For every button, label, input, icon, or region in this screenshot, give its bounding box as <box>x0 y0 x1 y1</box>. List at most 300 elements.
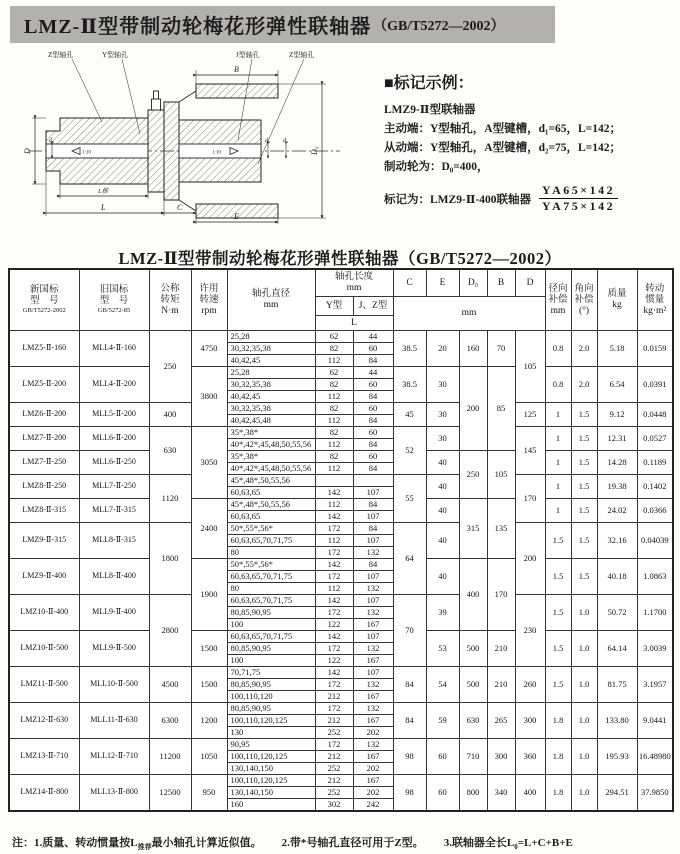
cell-rpm: 4750 <box>191 331 227 367</box>
cell-angular-compensation: 1.0 <box>571 595 597 631</box>
cell-radial-compensation: 1.5 <box>545 595 571 631</box>
cell-bore-diameter: 80,85,90,95 <box>227 607 315 619</box>
cell-mass: 24.02 <box>597 499 637 523</box>
cell-radial-compensation: 1.5 <box>545 631 571 667</box>
page-title: LMZ-Ⅱ型带制动轮梅花形弹性联轴器 <box>24 16 372 38</box>
col-header-l: L <box>315 316 393 331</box>
cell-bore-diameter: 60,63,65,70,71,75 <box>227 595 315 607</box>
cell-bore-diameter: 80 <box>227 547 315 559</box>
cell-bore-diameter: 40,42,45 <box>227 355 315 367</box>
cell-e: 40 <box>426 475 459 499</box>
cell-torque: 250 <box>149 331 191 403</box>
brake-drum-top <box>196 84 278 98</box>
cell-bore-diameter: 130,140,150 <box>227 763 315 775</box>
cell-model-old: MLL9-Ⅱ-400 <box>79 595 149 631</box>
cell-bore-diameter: 130,140,150 <box>227 787 315 799</box>
designation-fraction <box>539 183 618 214</box>
cell-length-jz: 132 <box>353 643 393 655</box>
cell-mass: 19.38 <box>597 475 637 499</box>
cell-inertia: 0.0448 <box>637 403 673 427</box>
cell-model-new: LMZ13-Ⅱ-710 <box>9 739 79 775</box>
cell-bore-diameter: 60,63,65 <box>227 511 315 523</box>
dim-d: D <box>23 148 32 154</box>
cell-rpm: 1050 <box>191 739 227 775</box>
cell-angular-compensation: 1.0 <box>571 667 597 703</box>
cell-angular-compensation: 1.0 <box>571 775 597 812</box>
table-row <box>9 775 673 787</box>
cell-length-y: 252 <box>315 763 353 775</box>
cell-length-jz: 107 <box>353 571 393 583</box>
cell-model-old: MLL7-Ⅱ-250 <box>79 475 149 499</box>
cell-length-jz: 202 <box>353 727 393 739</box>
cell-bore-diameter: 50*,55*,56* <box>227 523 315 535</box>
col-header-bore-length: 轴孔长度 mm <box>315 269 393 297</box>
cell-e: 40 <box>426 523 459 559</box>
cell-inertia: 37.9850 <box>637 775 673 812</box>
cell-length-y: 112 <box>315 391 353 403</box>
cell-torque: 4500 <box>149 667 191 703</box>
cell-b: 85 <box>487 367 515 451</box>
cell-length-jz: 167 <box>353 655 393 667</box>
cell-length-y: 172 <box>315 643 353 655</box>
cell-torque: 630 <box>149 427 191 475</box>
technical-drawing <box>6 46 352 242</box>
cell-c: 52 <box>393 427 426 475</box>
cell-length-y: 142 <box>315 487 353 499</box>
cell-bore-diameter: 25,28 <box>227 331 315 343</box>
cell-length-y: 112 <box>315 415 353 427</box>
cell-mass: 50.72 <box>597 595 637 631</box>
cell-length-y: 122 <box>315 655 353 667</box>
cell-d0: 710 <box>459 739 487 775</box>
fraction-numerator: YA65×142 <box>539 183 618 199</box>
cell-mass: 40.18 <box>597 559 637 595</box>
cell-d0: 500 <box>459 667 487 703</box>
cell-d0: 160 <box>459 331 487 367</box>
cell-model-old: MLL8-Ⅱ-400 <box>79 559 149 595</box>
cell-length-jz: 60 <box>353 343 393 355</box>
cell-mass: 64.14 <box>597 631 637 667</box>
cell-angular-compensation: 1.5 <box>571 403 597 427</box>
cell-inertia: 0.0391 <box>637 367 673 403</box>
cell-rpm: 1500 <box>191 667 227 703</box>
cell-c: 64 <box>393 523 426 595</box>
cell-length-jz: 84 <box>353 415 393 427</box>
cell-length-jz: 132 <box>353 679 393 691</box>
table-row <box>9 403 673 415</box>
label-j-bore-right: J型轴孔 <box>236 51 260 59</box>
cell-e: 40 <box>426 559 459 595</box>
cell-mass: 6.54 <box>597 367 637 403</box>
cell-length-y: 172 <box>315 679 353 691</box>
cell-radial-compensation: 1.8 <box>545 775 571 812</box>
dim-c: C <box>177 203 183 212</box>
cell-length-y: 112 <box>315 499 353 511</box>
cell-mass: 32.16 <box>597 523 637 559</box>
cell-bore-diameter: 80,85,90,95 <box>227 679 315 691</box>
cell-model-old: MLL10-Ⅱ-500 <box>79 667 149 703</box>
cell-radial-compensation: 1.5 <box>545 523 571 559</box>
cell-radial-compensation: 1 <box>545 451 571 475</box>
cell-bore-diameter: 40,42,45,48 <box>227 415 315 427</box>
cell-length-y: 252 <box>315 787 353 799</box>
cell-length-jz: 132 <box>353 607 393 619</box>
cell-angular-compensation: 2.0 <box>571 367 597 403</box>
table-row <box>9 475 673 487</box>
cell-b: 265 <box>487 703 515 739</box>
cell-length-jz: 107 <box>353 535 393 547</box>
cell-e: 40 <box>426 451 459 475</box>
cell-length-jz: 44 <box>353 331 393 343</box>
cell-length-jz: 44 <box>353 367 393 379</box>
cell-d0: 800 <box>459 775 487 812</box>
cell-length-jz: 60 <box>353 379 393 391</box>
cell-bore-diameter: 160 <box>227 799 315 812</box>
cell-e: 39 <box>426 595 459 631</box>
dim-d1-left: d₁ <box>49 138 55 144</box>
cell-b: 170 <box>487 559 515 631</box>
col-header-angular-compensation: 角向 补偿 (°) <box>571 269 597 331</box>
col-header-bore-diameter: 轴孔直径 mm <box>227 269 315 331</box>
cell-d0: 500 <box>459 631 487 667</box>
cell-bore-diameter: 80 <box>227 583 315 595</box>
cell-bore-diameter: 80,85,90,95 <box>227 703 315 715</box>
cell-model-old: MLL5-Ⅱ-200 <box>79 403 149 427</box>
cell-length-y: 172 <box>315 547 353 559</box>
cell-d0: 250 <box>459 451 487 499</box>
cell-model-new: LMZ10-Ⅱ-500 <box>9 631 79 667</box>
cell-c: 38.5 <box>393 331 426 367</box>
col-header-jz-type: J、Z型 <box>353 297 393 316</box>
cell-length-y: 112 <box>315 583 353 595</box>
cell-e: 59 <box>426 703 459 739</box>
cell-c: 45 <box>393 403 426 427</box>
cell-length-y: 172 <box>315 571 353 583</box>
cell-angular-compensation: 1.0 <box>571 739 597 775</box>
cell-torque: 400 <box>149 403 191 427</box>
cell-bore-diameter: 35*,38* <box>227 451 315 463</box>
cell-mass: 12.31 <box>597 427 637 451</box>
cell-length-y: 142 <box>315 631 353 643</box>
cell-model-old: MLL9-Ⅱ-500 <box>79 631 149 667</box>
cell-length-jz: 202 <box>353 763 393 775</box>
cell-length-jz: 84 <box>353 439 393 451</box>
table-row <box>9 559 673 571</box>
cell-b: 300 <box>487 739 515 775</box>
cell-angular-compensation: 1.5 <box>571 523 597 559</box>
cell-length-jz: 107 <box>353 595 393 607</box>
table-row <box>9 595 673 607</box>
designation-prefix: 标记为：LMZ9-Ⅱ-400联轴器 <box>384 193 532 206</box>
cell-model-new: LMZ5-Ⅱ-200 <box>9 367 79 403</box>
cell-length-y: 172 <box>315 739 353 751</box>
cell-angular-compensation: 1.5 <box>571 499 597 523</box>
note-2: 2.带*号轴孔直径可用于Z型。 <box>281 837 424 849</box>
label-z-bore-left: Z型轴孔 <box>48 51 74 59</box>
table-row <box>9 331 673 343</box>
cell-length-y: 212 <box>315 715 353 727</box>
cell-model-new: LMZ14-Ⅱ-800 <box>9 775 79 812</box>
cell-mass: 14.28 <box>597 451 637 475</box>
cell-length-jz: 242 <box>353 799 393 812</box>
cell-inertia: 0.0366 <box>637 499 673 523</box>
cell-b: 135 <box>487 499 515 559</box>
cell-bore-diameter: 80,85,90,95 <box>227 643 315 655</box>
col-header-speed: 许用 转速 rpm <box>191 269 227 331</box>
cell-inertia: 9.0441 <box>637 703 673 739</box>
cell-bore-diameter: 100,110,120 <box>227 691 315 703</box>
cell-angular-compensation: 1.5 <box>571 475 597 499</box>
table-row <box>9 367 673 379</box>
col-header-d0: D₀ <box>459 269 487 297</box>
notes-row <box>12 834 676 852</box>
cell-d0: 630 <box>459 703 487 739</box>
col-header-c: C <box>393 269 426 297</box>
cell-c: 70 <box>393 595 426 667</box>
cell-length-y: 212 <box>315 775 353 787</box>
cell-length-y: 172 <box>315 703 353 715</box>
cell-rpm: 1500 <box>191 631 227 667</box>
taper-label-left: 1:10 <box>82 150 91 156</box>
cell-length-jz: 167 <box>353 775 393 787</box>
cell-bore-diameter: 60,63,65,70,71,75 <box>227 631 315 643</box>
cell-model-old: MLL6-Ⅱ-200 <box>79 427 149 451</box>
cell-model-new: LMZ11-Ⅱ-500 <box>9 667 79 703</box>
spec-table-body <box>9 331 673 812</box>
cell-e: 30 <box>426 427 459 451</box>
cell-length-jz: 132 <box>353 739 393 751</box>
note-1: 注：1.质量、转动惯量按$L_{推荐}$最小轴孔计算近似值。 <box>12 837 262 852</box>
cell-mass: 81.75 <box>597 667 637 703</box>
cell-rpm: 3800 <box>191 367 227 427</box>
col-header-new-standard: 新国标 型 号 GB/T5272-2002 <box>9 269 79 331</box>
cell-model-new: LMZ8-Ⅱ-250 <box>9 475 79 499</box>
cell-torque: 1800 <box>149 523 191 595</box>
cell-length-jz: 84 <box>353 559 393 571</box>
cell-model-old: MLL13-Ⅱ-800 <box>79 775 149 812</box>
cell-c: 84 <box>393 667 426 703</box>
cell-length-y: 112 <box>315 355 353 367</box>
cell-model-new: LMZ8-Ⅱ-315 <box>9 499 79 523</box>
brake-disc-flange <box>164 102 179 200</box>
marking-line-driven-end: 从动端：Y型轴孔，A型键槽，d₂=75，L=142； <box>384 142 621 154</box>
cell-length-jz: 84 <box>353 523 393 535</box>
cell-c: 98 <box>393 775 426 812</box>
cell-inertia: 3.1957 <box>637 667 673 703</box>
cell-length-y: 112 <box>315 535 353 547</box>
cell-length-y: 142 <box>315 595 353 607</box>
cell-length-jz: 84 <box>353 391 393 403</box>
cell-radial-compensation: 1.8 <box>545 739 571 775</box>
cell-bore-diameter: 45*,48*,50,55,56 <box>227 499 315 511</box>
cell-length-jz: 60 <box>353 427 393 439</box>
marking-example <box>384 70 676 214</box>
cell-angular-compensation: 1.0 <box>571 703 597 739</box>
col-header-d: D <box>515 269 545 297</box>
cell-angular-compensation: 1.5 <box>571 451 597 475</box>
cell-e: 53 <box>426 631 459 667</box>
cell-bore-diameter: 30,32,35,38 <box>227 343 315 355</box>
cell-d: 400 <box>515 775 545 812</box>
cell-length-y: 172 <box>315 523 353 535</box>
cell-radial-compensation: 1 <box>545 499 571 523</box>
cell-b: 210 <box>487 631 515 667</box>
cell-angular-compensation: 1.0 <box>571 631 597 667</box>
spec-table <box>8 268 674 812</box>
cell-c: 55 <box>393 475 426 523</box>
cell-length-y: 82 <box>315 343 353 355</box>
cell-length-y: 62 <box>315 367 353 379</box>
cell-length-y: 172 <box>315 607 353 619</box>
cell-bore-diameter: 100 <box>227 655 315 667</box>
cell-mass: 9.12 <box>597 403 637 427</box>
cell-d0: 200 <box>459 367 487 451</box>
cell-c: 84 <box>393 703 426 739</box>
cell-length-jz: 167 <box>353 715 393 727</box>
cell-radial-compensation: 1 <box>545 403 571 427</box>
cell-length-jz: 84 <box>353 463 393 475</box>
taper-label-right: 1:10 <box>212 150 221 156</box>
cell-rpm: 3050 <box>191 427 227 499</box>
cell-bore-diameter: 50*,55*,56* <box>227 559 315 571</box>
cell-inertia: 0.0159 <box>637 331 673 367</box>
spec-table-head <box>9 269 673 331</box>
cell-length-y: 82 <box>315 451 353 463</box>
cell-inertia: 0.04039 <box>637 523 673 559</box>
cell-length-jz: 60 <box>353 451 393 463</box>
cell-rpm: 1900 <box>191 559 227 631</box>
cell-radial-compensation: 1 <box>545 475 571 499</box>
cell-length-jz: 202 <box>353 787 393 799</box>
dim-l: L <box>101 203 106 212</box>
cell-radial-compensation: 1.5 <box>545 559 571 595</box>
cell-bore-diameter: 100,110,120,125 <box>227 775 315 787</box>
cell-torque: 1120 <box>149 475 191 523</box>
cell-model-new: LMZ5-Ⅱ-160 <box>9 331 79 367</box>
cell-bore-diameter: 40,42,45 <box>227 391 315 403</box>
cell-length-jz: 107 <box>353 487 393 499</box>
cell-length-jz <box>353 475 393 487</box>
cell-bore-diameter: 35*,38* <box>227 427 315 439</box>
cell-length-y: 62 <box>315 331 353 343</box>
cell-mass: 5.18 <box>597 331 637 367</box>
cell-length-jz: 167 <box>353 619 393 631</box>
dim-d0: D₀ <box>310 146 319 155</box>
cell-length-y: 112 <box>315 439 353 451</box>
cell-model-new: LMZ7-Ⅱ-200 <box>9 427 79 451</box>
cell-d: 105 <box>515 331 545 403</box>
cell-d0: 315 <box>459 499 487 559</box>
cell-bore-diameter: 100 <box>227 619 315 631</box>
cell-b: 105 <box>487 451 515 499</box>
cell-torque: 11200 <box>149 739 191 775</box>
cell-length-jz: 107 <box>353 631 393 643</box>
cell-length-y: 142 <box>315 667 353 679</box>
bolt-shank <box>154 91 159 99</box>
elastomer-spider <box>148 110 164 192</box>
cell-c: 98 <box>393 739 426 775</box>
cell-model-new: LMZ9-Ⅱ-400 <box>9 559 79 595</box>
cell-length-jz: 84 <box>353 355 393 367</box>
cell-bore-diameter: 25,28 <box>227 367 315 379</box>
cell-mass: 294.51 <box>597 775 637 812</box>
cell-radial-compensation: 1.5 <box>545 667 571 703</box>
cell-torque: 2800 <box>149 595 191 667</box>
cell-angular-compensation: 2.0 <box>571 331 597 367</box>
table-row <box>9 523 673 535</box>
cell-bore-diameter: 100,110,120,125 <box>227 751 315 763</box>
cell-length-jz: 167 <box>353 691 393 703</box>
cell-mass: 133.80 <box>597 703 637 739</box>
cell-length-jz: 132 <box>353 547 393 559</box>
cell-model-old: MLL7-Ⅱ-315 <box>79 499 149 523</box>
table-row <box>9 427 673 439</box>
marking-line-drive-end: 主动端：Y型轴孔，A型键槽，d₁=65，L=142； <box>384 123 621 135</box>
cell-length-y: 82 <box>315 403 353 415</box>
cell-bore-diameter: 100,110,120,125 <box>227 715 315 727</box>
cell-e: 60 <box>426 775 459 812</box>
cell-c: 38.5 <box>393 367 426 403</box>
cell-radial-compensation: 0.8 <box>545 367 571 403</box>
cell-bore-diameter: 130 <box>227 727 315 739</box>
cell-length-y: 142 <box>315 559 353 571</box>
table-row <box>9 499 673 511</box>
cell-length-y: 212 <box>315 691 353 703</box>
cell-radial-compensation: 1 <box>545 427 571 451</box>
left-bore <box>46 144 148 158</box>
cell-e: 54 <box>426 667 459 703</box>
cell-length-y: 122 <box>315 619 353 631</box>
cell-d0: 400 <box>459 559 487 631</box>
marking-designation <box>384 183 676 214</box>
cell-model-old: MLL8-Ⅱ-315 <box>79 523 149 559</box>
cell-model-new: LMZ10-Ⅱ-400 <box>9 595 79 631</box>
cell-bore-diameter: 70,71,75 <box>227 667 315 679</box>
table-row <box>9 451 673 463</box>
cell-bore-diameter: 60,63,65,70,71,75 <box>227 571 315 583</box>
cell-length-jz: 60 <box>353 403 393 415</box>
col-header-inertia: 转动 惯量 kg·m² <box>637 269 673 331</box>
cell-d: 145 <box>515 427 545 475</box>
cell-length-y: 142 <box>315 511 353 523</box>
marking-line-model: LMZ9-Ⅱ型联轴器 <box>384 104 476 116</box>
dim-d1-right: d₁ <box>283 138 289 144</box>
table-row <box>9 703 673 715</box>
cell-model-old: MLL11-Ⅱ-630 <box>79 703 149 739</box>
cell-length-y: 112 <box>315 463 353 475</box>
dim-b: B <box>234 65 239 74</box>
cell-angular-compensation: 1.5 <box>571 427 597 451</box>
cell-bore-diameter: 60,63,65,70,71,75 <box>227 535 315 547</box>
cell-angular-compensation: 1.5 <box>571 559 597 595</box>
cell-e: 20 <box>426 331 459 367</box>
cell-e: 60 <box>426 739 459 775</box>
col-header-old-standard: 旧国标 型 号 GB/5272-85 <box>79 269 149 331</box>
table-row <box>9 631 673 643</box>
fraction-denominator: YA75×142 <box>542 199 616 213</box>
marking-heading: ■标记示例： <box>384 75 474 92</box>
cell-bore-diameter: 30,32,35,38 <box>227 403 315 415</box>
cell-length-jz: 132 <box>353 703 393 715</box>
col-header-radial-compensation: 径向 补偿 mm <box>545 269 571 331</box>
label-z-bore-right: Z型轴孔 <box>289 51 315 59</box>
coupling-cross-section <box>6 46 352 242</box>
cell-b: 70 <box>487 331 515 367</box>
cell-bore-diameter: 60,63,65 <box>227 487 315 499</box>
cell-inertia: 1.1700 <box>637 595 673 631</box>
cell-inertia: 0.1402 <box>637 475 673 499</box>
table-row <box>9 739 673 751</box>
